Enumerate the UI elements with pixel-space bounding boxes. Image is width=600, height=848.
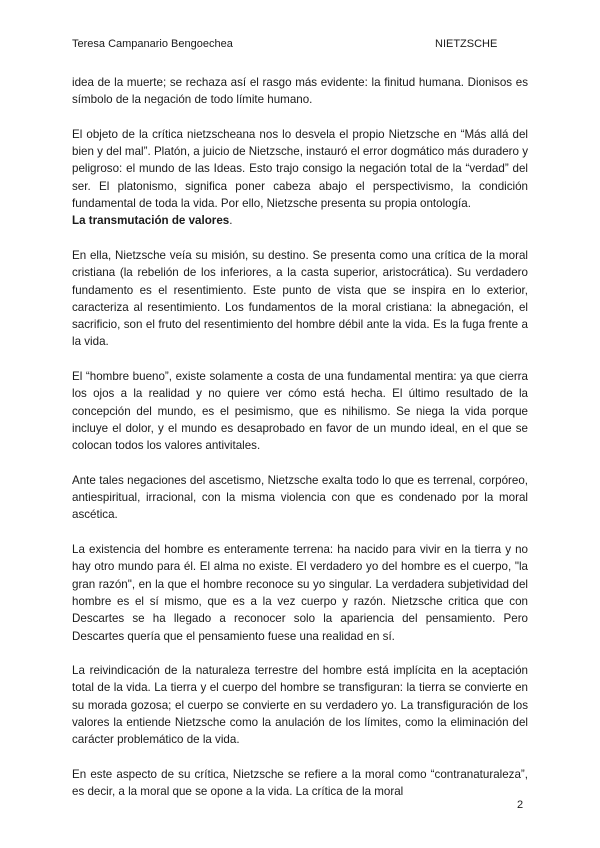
paragraph: El objeto de la crítica nietzscheana nos lo desvela el propio Nietzsche en “Más allá del bien y del mal”. Platón, a juicio de Nietzsche, instauró el error dogmático más duradero y peligroso: el mundo de las Ideas. Esto trajo consigo la negación total de la “verdad” del ser. El platonismo, significa poner cabeza abajo el perspectivismo, la condición fundamental de toda la vida. Por ello, Nietzsche presenta su propia ontología. [72,127,528,211]
paragraph: El “hombre bueno”, existe solamente a costa de una fundamental mentira: ya que cierra los ojos a la realidad y no quiere ver cómo está hecha. El último resultado de la concepción del mundo, es el pesimismo, que es nihilismo. Se niega la vida porque incluye el dolor, y el mundo es desaprobado en favor de un mundo ideal, en el que se colocan todos los valores antivitales. [72,370,528,453]
paragraph: idea de la muerte; se rechaza así el rasgo más evidente: la finitud humana. Dionisos es símbolo de la negación de todo límite humano. [72,76,528,107]
paragraph: La existencia del hombre es enteramente terrena: ha nacido para vivir en la tierra y no hay otro mundo para él. El alma no existe. El verdadero yo del hombre es el cuerpo, "la gran razón", en la que el hombre reconoce su yo singular. La verdadera subjetividad del hombre es el sí mismo, que es a la vez cuerpo y razón. Nietzsche critica que con Descartes se ha llegado a reconocer solo la apariencia del pensamiento. Pero Descartes quería que el pensamiento fuese una realidad en sí. [72,543,528,643]
page-number: 2 [517,799,524,811]
document-body [72,74,528,800]
paragraph: En ella, Nietzsche veía su misión, su destino. Se presenta como una crítica de la moral cristiana (la rebelión de los inferiores, a la casta superior, aristocrática). Su verdadero fundamento es el resentimiento. Este punto de vista que se inspira en lo exterior, caracteriza al resentimiento. Los fundamentos de la moral cristiana: la abnegación, el sacrificio, son el fruto del resentimiento del hombre débil ante la vida. Es la fuga frente a la vida. [72,248,528,349]
paragraph: Ante tales negaciones del ascetismo, Nietzsche exalta todo lo que es terrenal, corpóreo, antiespiritual, irracional, con la misma violencia con que es condenado por la moral ascética. [72,473,528,522]
section-heading-text: La transmutación de valores [72,214,230,228]
page-header [72,38,528,52]
section-heading-period: . [229,214,233,228]
paragraph: La reivindicación de la naturaleza terrestre del hombre está implícita en la aceptación total de la vida. La tierra y el cuerpo del hombre se transfiguran: la tierra se convierte en su morada gozosa; el cuerpo se convierte en su verdadero yo. La transfiguración de los valores la entiende Nietzsche como la anulación de los límites, como la eliminación del carácter problemático de la vida. [72,664,528,747]
header-subject: NIETZSCHE [435,38,498,50]
section-heading [72,212,528,229]
paragraph: En este aspecto de su crítica, Nietzsche se refiere a la moral como “contranaturaleza”, es decir, a la moral que se opone a la vida. La crítica de la moral [72,767,528,799]
header-author: Teresa Campanario Bengoechea [72,38,233,50]
